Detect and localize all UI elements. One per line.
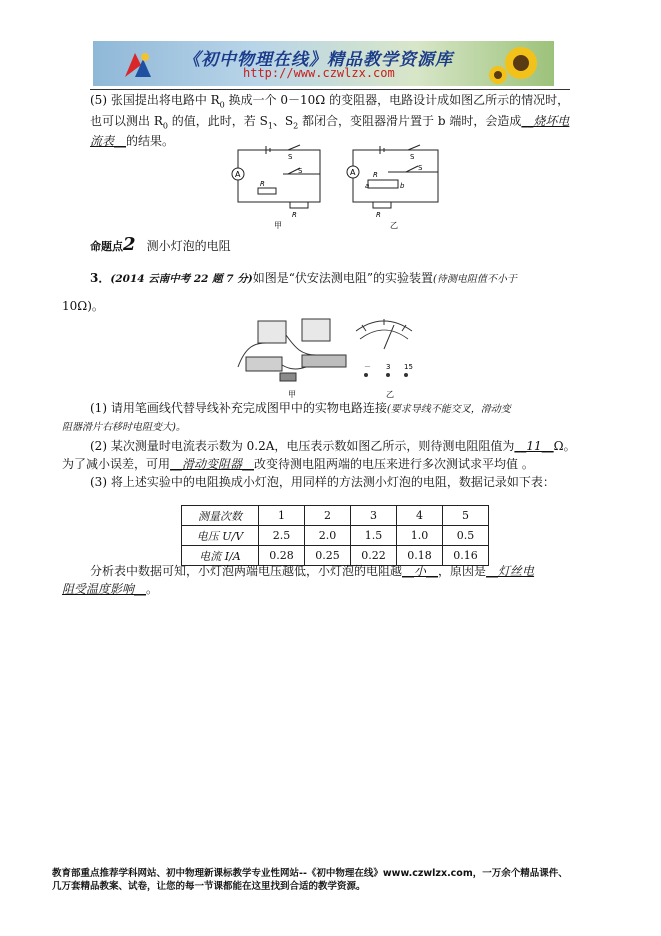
circuit-right (347, 145, 438, 208)
q3-stem: 3．(2014 云南中考 22 题 7 分)如图是“伏安法测电阻”的实验装置(待测电阻值不小于 (90, 271, 517, 285)
banner-url[interactable]: http://www.czwlzx.com (243, 66, 395, 80)
footer-line2: 几万套精品教案、试卷，让您的每一节课都能在这里找到合适的教学资源。 (52, 881, 366, 892)
footer-line1: 教育部重点推荐学科网站、初中物理新课标教学专业性网站--《初中物理在线》www.czwlzx.com，一万余个精品课件、 (52, 868, 568, 879)
svg-text:S: S (410, 153, 415, 161)
header-banner (93, 41, 554, 86)
svg-text:b: b (400, 182, 405, 190)
topic-title: 测小灯泡的电阻 (146, 239, 231, 253)
q3-part2-line1: (2) 某次测量时电流表示数为 0.2A，电压表示数如图乙所示，则待测电阻阻值为__11__Ω。 (90, 439, 576, 453)
topic-heading (90, 234, 231, 254)
para5-line2: 也可以测出 $R_0$ 的值，此时，若 $S_1$、$S_2$ 都闭合，变阻器滑片置于 b 端时，会造成__烧坏电 (90, 114, 570, 131)
apparatus-left (238, 319, 346, 381)
svg-text:3: 3 (386, 363, 391, 371)
svg-text:R: R (292, 211, 297, 219)
topic-number: 2 (123, 234, 136, 255)
para5-line3: 流表__的结果。 (90, 134, 175, 148)
data-table (181, 505, 489, 566)
q3-part1-line1: (1) 请用笔画线代替导线补充完成图甲中的实物电路连接(要求导线不能交叉，滑动变 (90, 401, 511, 415)
caption-jia-apparatus: 甲 (288, 390, 296, 399)
svg-text:S: S (418, 164, 423, 172)
caption-jia-circuit: 甲 (274, 221, 282, 230)
circuit-figures (228, 144, 448, 230)
analysis-line2: 阻受温度影响__。 (62, 582, 159, 596)
svg-text:R: R (260, 180, 265, 188)
svg-text:R: R (373, 171, 378, 179)
q3-stem-line2: 10Ω)。 (62, 299, 104, 313)
circuit-left (232, 145, 320, 208)
para5-line1: (5) 张国提出将电路中 $R_0$ 换成一个 0－10Ω 的变阻器，电路设计成如图乙所示的情况时， (90, 93, 570, 110)
q3-part1-line2: 阻器滑片右移时电阻变大)。 (62, 422, 186, 433)
banner-title: 《初中物理在线》精品教学资源库 (183, 50, 453, 70)
q3-part3-line1: (3) 将上述实验中的电阻换成小灯泡，用同样的方法测小灯泡的电阻，数据记录如下表： (90, 475, 555, 489)
svg-text:R: R (376, 211, 381, 219)
analysis-line1: 分析表中数据可知，小灯泡两端电压越低，小灯泡的电阻越__小__，原因是__灯丝电 (90, 564, 535, 578)
logo-icon (121, 47, 155, 81)
voltmeter-dial (356, 319, 412, 349)
caption-yi-circuit: 乙 (390, 221, 398, 230)
ammeter-label-left: A (235, 170, 241, 179)
apparatus-figures (236, 315, 426, 401)
caption-yi-apparatus: 乙 (386, 390, 394, 399)
table-row: 电流 I/A 0.28 0.25 0.22 0.18 0.16 (182, 546, 489, 566)
topic-badge: 命题点 (90, 240, 123, 253)
svg-text:15: 15 (404, 363, 413, 371)
table-row: 测量次数 1 2 3 4 5 (182, 506, 489, 526)
ammeter-label-right: A (350, 168, 356, 177)
svg-text:S: S (298, 167, 303, 175)
table-row: 电压 U/V 2.5 2.0 1.5 1.0 0.5 (182, 526, 489, 546)
sunflower-icon (488, 41, 554, 86)
svg-text:－: － (364, 363, 371, 371)
svg-text:a: a (365, 182, 370, 190)
q3-part2-line2: 为了减小误差，可用__滑动变阻器__改变待测电阻两端的电压来进行多次测试求平均值 。 (62, 457, 534, 471)
svg-text:S: S (288, 153, 293, 161)
